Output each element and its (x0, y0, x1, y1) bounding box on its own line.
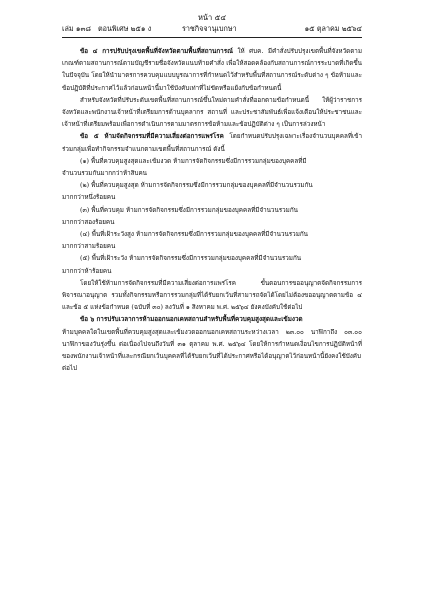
section-label: ตอนพิเศษ ๒๕๑ ง (98, 24, 152, 33)
page-number: หน้า ๕๔ (197, 13, 227, 22)
clause-5-title: ข้อ ๕ ห้ามจัดกิจกรรมที่มีความเสี่ยงต่อการแพร่โรค (80, 133, 224, 141)
list-item (62, 229, 362, 241)
list-item (62, 156, 362, 168)
clause-6-title: ข้อ ๖ การปรับเวลาการห้ามออกนอกเคหสถานสำหรับพื้นที่ควบคุมสูงสุดและเข้มงวด (80, 316, 303, 324)
item-continuation: มากกว่าหนึ่งร้อยคน (62, 194, 116, 202)
item-text: พื้นที่ควบคุมสูงสุดและเข้มงวด ห้ามการจัดกิจกรรมซึ่งมีการรวมกลุ่มของบุคคลที่มี (90, 157, 307, 165)
item-number: (๕) (80, 255, 90, 263)
list-item (62, 180, 362, 192)
item-number: (๑) (80, 157, 89, 165)
item-number: (๔) (80, 231, 90, 239)
clause-6 (62, 314, 362, 326)
clause-4 (62, 46, 362, 95)
clause-6-text: ห้ามบุคคลใดในเขตพื้นที่ควบคุมสูงสุดและเข้มงวดออกนอกเคหสถานระหว่างเวลา ๒๓.๐๐ นาฬิกาถึง ๐๓.๐๐ นาฬิกาของวันรุ่งขึ้น ต่อเนื่องไปจนถึงวันที่ ๓๑ ตุลาคม พ.ศ. ๒๕๖๔ โดยให้การกำหนดเงื่อนไขการปฏิบัติหน้าที่ของพนักงานเจ้าหน้าที่และกรณียกเว้นบุคคลที่ได้รับยกเว้นที่ได้ประกาศหรือได้อนุญาตไว้ก่อนหน้านี้ยังคงใช้บังคับต่อไป (62, 328, 362, 373)
clause-5-paragraph-2: โดยให้ใช้ห้ามการจัดกิจกรรมที่มีความเสี่ยงต่อการแพร่โรค ขั้นตอนการขออนุญาตจัดกิจกรรมการพิจารณาอนุญาต รวมทั้งกิจกรรมหรือการรวมกลุ่มที่ได้รับยกเว้นที่สามารถจัดได้โดยไม่ต้องขออนุญาตตามข้อ ๔ และข้อ ๕ แห่งข้อกำหนด (ฉบับที่ ๓๐) ลงวันที่ ๑ สิงหาคม พ.ศ. ๒๕๖๔ ยังคงบังคับใช้ต่อไป (62, 279, 362, 312)
item-text: พื้นที่ควบคุม ห้ามการจัดกิจกรรมซึ่งมีการรวมกลุ่มของบุคคลที่มีจำนวนรวมกัน (91, 206, 298, 214)
volume-label: เล่ม ๑๓๘ (62, 24, 91, 33)
clause-5 (62, 131, 362, 155)
item-number: (๓) (80, 206, 90, 214)
issue-date: ๑๕ ตุลาคม ๒๕๖๔ (304, 24, 362, 33)
list-item (62, 253, 362, 265)
item-continuation: มากกว่าสามร้อยคน (62, 243, 116, 251)
clause-4-title: ข้อ ๔ การปรับปรุงเขตพื้นที่จังหวัดตามพื้นที่สถานการณ์ (80, 48, 233, 55)
item-continuation: มากกว่าสองร้อยคน (62, 218, 115, 226)
publication-title: ราชกิจจานุเบกษา (182, 24, 237, 33)
item-text: พื้นที่เฝ้าระวังสูง ห้ามการจัดกิจกรรมซึ่งมีการรวมกลุ่มของบุคคลที่มีจำนวนรวมกัน (91, 231, 308, 239)
item-continuation: มากกว่าห้าร้อยคน (62, 267, 112, 275)
item-text: พื้นที่เฝ้าระวัง ห้ามการจัดกิจกรรมซึ่งมีการรวมกลุ่มของบุคคลที่มีจำนวนรวมกัน (91, 255, 302, 263)
header-divider (62, 37, 362, 38)
item-text: พื้นที่ควบคุมสูงสุด ห้ามการจัดกิจกรรมซึ่งมีการรวมกลุ่มของบุคคลที่มีจำนวนรวมกัน (91, 182, 313, 190)
item-number: (๒) (80, 182, 90, 190)
clause-5-text: โดยกำหนดปรับปรุงเฉพาะเรื่องจำนวนบุคคลที่เข้าร่วมกลุ่มเพื่อทำกิจกรรมจำแนกตามเขตพื้นที่สถานการณ์ ดังนี้ (62, 133, 362, 153)
item-continuation: จำนวนรวมกันมากกว่าห้าสิบคน (62, 170, 147, 178)
clause-4-paragraph-2: สำหรับจังหวัดที่ปรับระดับเขตพื้นที่สถานการณ์ขึ้นใหม่ตามคำสั่งที่ออกตามข้อกำหนดนี้ ให้ผู้ว่าราชการจังหวัดและพนักงานเจ้าหน้าที่เตรียมการด้านบุคลากร สถานที่ และประชาสัมพันธ์เพื่อแจ้งเตือนให้ประชาชนและเจ้าหน้าที่เตรียมพร้อมเพื่อการดำเนินการตามมาตรการข้อห้ามและข้อปฏิบัติต่าง ๆ เป็นการล่วงหน้า (62, 96, 362, 129)
list-item (62, 205, 362, 217)
clause-4-text: ให้ ศบค. มีคำสั่งปรับปรุงเขตพื้นที่จังหวัดตามเกณฑ์ตามสถานการณ์ตามบัญชีรายชื่อจังหวัดแนบท้ายคำสั่ง เพื่อให้สอดคล้องกับสถานการณ์การระบาดที่เกิดขึ้นในปัจจุบัน โดยให้นำมาตรการควบคุมแบบบูรณาการที่กำหนดไว้สำหรับพื้นที่สถานการณ์ระดับต่าง ๆ ข้อห้ามและข้อปฏิบัติที่ประกาศไว้แล้วก่อนหน้านี้มาใช้บังคับเท่าที่ไม่ขัดหรือแย้งกับข้อกำหนดนี้ (62, 48, 362, 92)
document-body (62, 46, 362, 375)
